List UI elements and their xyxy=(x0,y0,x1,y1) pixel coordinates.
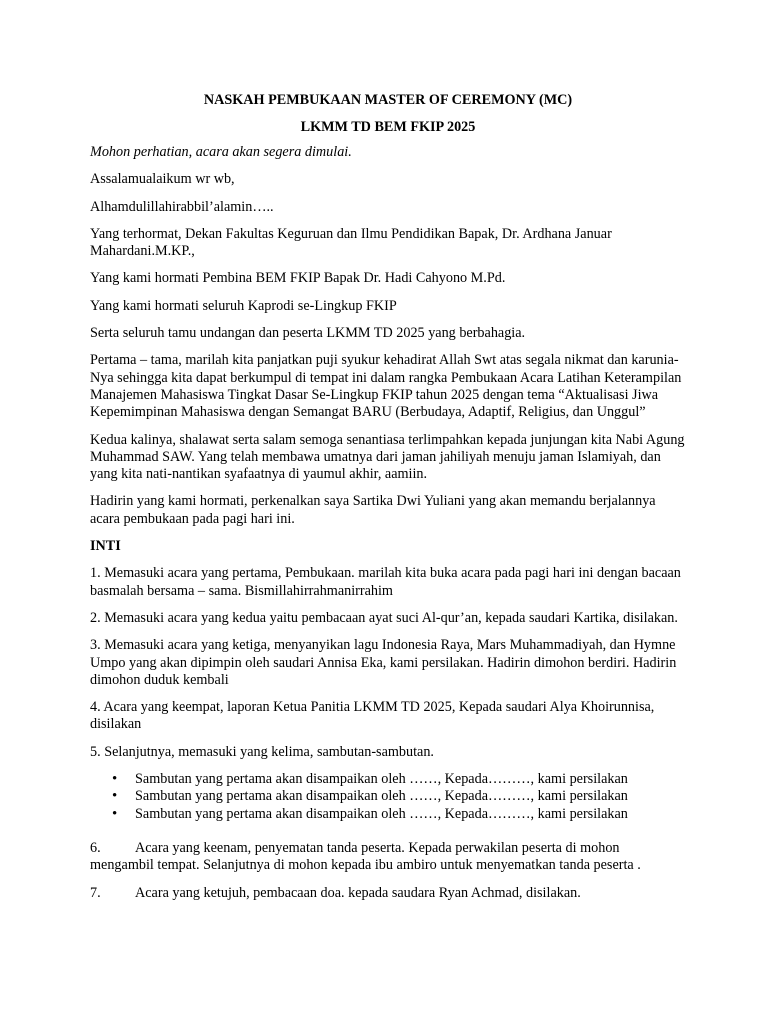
document-subtitle: LKMM TD BEM FKIP 2025 xyxy=(300,119,476,135)
paragraph-second: Kedua kalinya, shalawat serta salam semoga senantiasa terlimpahkan kepada junjungan kita Nabi Agung Muhammad SAW. Yang telah membawa umatnya dari jaman jahiliyah menuju jaman Islamiyah, dan yang kita nati-nantikan syafaatnya di yaumul akhir, aamiin. xyxy=(90,431,685,483)
greeting: Assalamualaikum wr wb, xyxy=(90,171,235,188)
honor-kaprodi: Yang kami hormati seluruh Kaprodi se-Lingkup FKIP xyxy=(90,297,397,314)
agenda-item-6 xyxy=(90,840,686,875)
speech-list-item: • Sambutan yang pertama akan disampaikan oleh ……, Kepada………, kami persilakan xyxy=(90,771,686,788)
intro-announcement: Mohon perhatian, acara akan segera dimulai. xyxy=(90,144,352,160)
hamdalah: Alhamdulillahirabbil’alamin….. xyxy=(90,198,274,215)
document-body xyxy=(90,92,686,912)
agenda-item-6-number: 6. xyxy=(90,839,101,856)
section-heading-inti: INTI xyxy=(90,538,121,555)
agenda-item-7-text: Acara yang ketujuh, pembacaan doa. kepada saudara Ryan Achmad, disilakan. xyxy=(135,884,581,901)
agenda-item-6-text: Acara yang keenam, penyematan tanda peserta. Kepada perwakilan peserta di mohon mengambil tempat. Selanjutnya di mohon kepada ibu ambiro untuk menyematkan tanda peserta . xyxy=(90,839,641,874)
honor-guests: Serta seluruh tamu undangan dan peserta LKMM TD 2025 yang berbahagia. xyxy=(90,325,526,342)
speech-list-item: • Sambutan yang pertama akan disampaikan oleh ……, Kepada………, kami persilakan xyxy=(90,788,686,805)
agenda-item-4: 4. Acara yang keempat, laporan Ketua Panitia LKMM TD 2025, Kepada saudari Alya Khoirunnisa, disilakan xyxy=(90,699,655,733)
honor-advisor: Yang kami hormati Pembina BEM FKIP Bapak Dr. Hadi Cahyono M.Pd. xyxy=(90,270,506,287)
paragraph-first: Pertama – tama, marilah kita panjatkan puji syukur kehadirat Allah Swt atas segala nikmat dan karunia-Nya sehingga kita dapat berkumpul di tempat ini dalam rangka Pembukaan Acara Latihan Keterampilan Manajemen Mahasiswa Tingkat Dasar Se-Lingkup FKIP tahun 2025 dengan tema “Aktualisasi Jiwa Kepemimpinan Mahasiswa dengan Semangat BARU (Berbudaya, Adaptif, Religius, dan Unggul” xyxy=(90,352,682,421)
agenda-item-1: 1. Memasuki acara yang pertama, Pembukaan. marilah kita buka acara pada pagi hari ini dengan bacaan basmalah bersama – sama. Bismillahirrahmanirrahim xyxy=(90,565,681,599)
speech-list xyxy=(90,771,686,823)
paragraph-mc-intro: Hadirin yang kami hormati, perkenalkan saya Sartika Dwi Yuliani yang akan memandu berjalannya acara pembukaan pada pagi hari ini. xyxy=(90,493,656,527)
agenda-item-5: 5. Selanjutnya, memasuki yang kelima, sambutan-sambutan. xyxy=(90,743,434,760)
honor-dean: Yang terhormat, Dekan Fakultas Keguruan dan Ilmu Pendidikan Bapak, Dr. Ardhana Januar Mahardani.M.KP., xyxy=(90,225,612,260)
agenda-item-3: 3. Memasuki acara yang ketiga, menyanyikan lagu Indonesia Raya, Mars Muhammadiyah, dan Hymne Umpo yang akan dipimpin oleh saudari Annisa Eka, kami persilakan. Hadirin dimohon berdiri. Hadirin dimohon duduk kembali xyxy=(90,637,677,688)
speech-list-item: • Sambutan yang pertama akan disampaikan oleh ……, Kepada………, kami persilakan xyxy=(90,806,686,823)
agenda-item-7-number: 7. xyxy=(90,884,101,901)
agenda-item-2: 2. Memasuki acara yang kedua yaitu pembacaan ayat suci Al-qur’an, kepada saudari Kartika, disilakan. xyxy=(90,609,678,626)
agenda-item-7 xyxy=(90,885,686,902)
document-title: NASKAH PEMBUKAAN MASTER OF CEREMONY (MC) xyxy=(203,92,573,108)
